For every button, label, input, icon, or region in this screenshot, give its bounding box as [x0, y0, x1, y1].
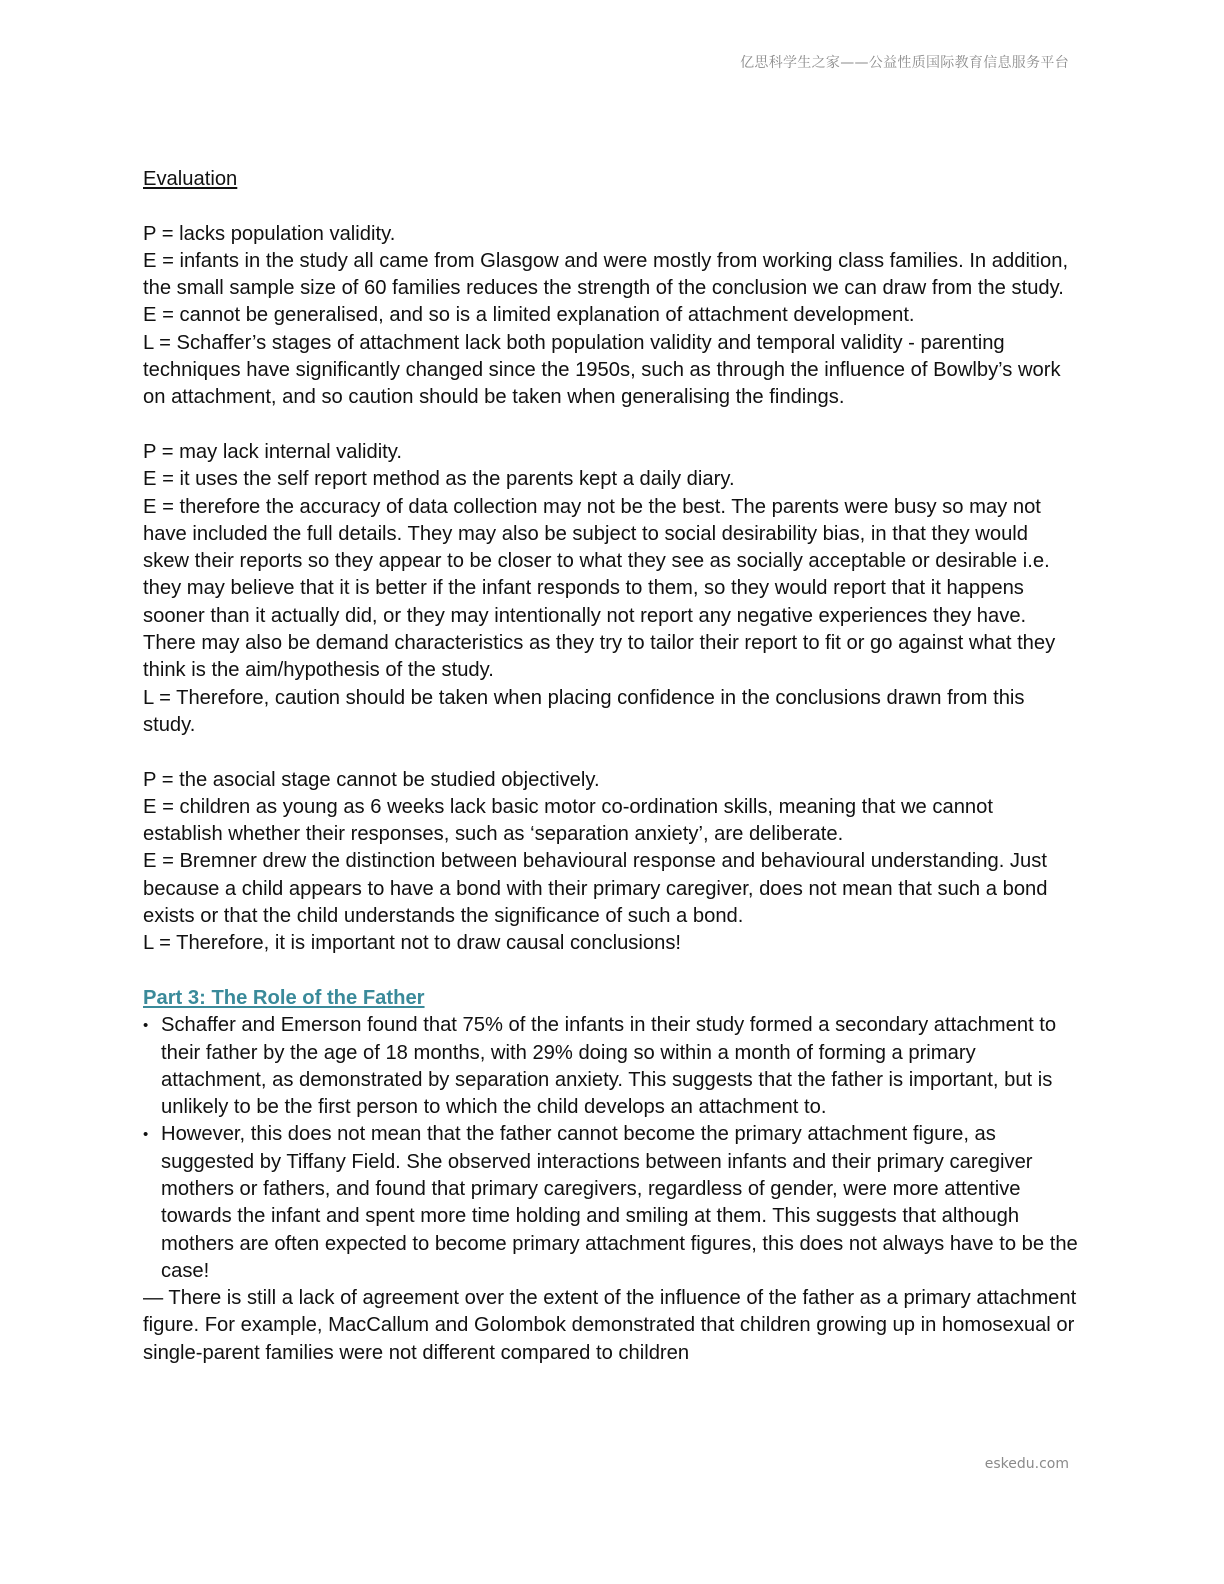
list-item-text: However, this does not mean that the father cannot become the primary attachment figure, as suggested by Tiffany Field. She observed interactions between infants and their primary caregiver mothers or fathers, and found that primary caregivers, regardless of gender, were more attentive towards the infant and spent more time holding and smiling at them. This suggests that although mothers are often expected to become primary attachment figures, this does not always have to be the case!: [161, 1123, 1078, 1282]
bullet-icon: •: [143, 1017, 149, 1035]
list-item: [143, 1121, 1078, 1285]
list-item-text: Schaffer and Emerson found that 75% of the infants in their study formed a secondary attachment to their father by the age of 18 months, with 29% doing so within a month of forming a primary attachment, as demonstrated by separation anxiety. This suggests that the father is important, but is unlikely to be the first person to which the child develops an attachment to.: [161, 1014, 1057, 1119]
link-line: L = Therefore, it is important not to draw causal conclusions!: [143, 932, 682, 955]
point-line: P = may lack internal validity.: [143, 440, 402, 463]
father-bullet-list: [143, 1012, 1078, 1285]
explanation-line: E = Bremner drew the distinction between behavioural response and behavioural understanding. Just because a child appears to have a bond with their primary caregiver, does not mean that such a bond exists or that the child understands the significance of such a bond.: [143, 850, 1048, 928]
point-line: P = lacks population validity.: [143, 222, 396, 245]
point-line: P = the asocial stage cannot be studied objectively.: [143, 768, 600, 791]
link-line: L = Therefore, caution should be taken when placing confidence in the conclusions drawn from this study.: [143, 686, 1025, 736]
document-body: [143, 166, 1078, 1367]
explanation-line: E = cannot be generalised, and so is a limited explanation of attachment development.: [143, 304, 915, 327]
evaluation-point-2: [143, 439, 1078, 739]
bullet-icon: •: [143, 1126, 149, 1144]
closing-paragraph: — There is still a lack of agreement over the extent of the influence of the father as a primary attachment figure. For example, MacCallum and Golombok demonstrated that children growing up in homosexual or single-parent families were not different compared to children: [143, 1287, 1077, 1364]
link-line: L = Schaffer’s stages of attachment lack both population validity and temporal validity - parenting techniques have significantly changed since the 1950s, such as through the influence of Bowlby’s work on attachment, and so caution should be taken when generalising the findings.: [143, 331, 1061, 409]
evaluation-heading: Evaluation: [143, 168, 238, 190]
footer-watermark: eskedu.com: [984, 1456, 1069, 1472]
evaluation-point-1: [143, 221, 1078, 412]
explanation-line: E = children as young as 6 weeks lack basic motor co-ordination skills, meaning that we cannot establish whether their responses, such as ‘separation anxiety’, are deliberate.: [143, 795, 993, 846]
list-item: [143, 1012, 1078, 1121]
explanation-line: E = infants in the study all came from Glasgow and were mostly from working class families. In addition, the small sample size of 60 families reduces the strength of the conclusion we can draw from the study.: [143, 249, 1069, 300]
header-watermark: 亿思科学生之家——公益性质国际教育信息服务平台: [740, 55, 1069, 71]
section-title-role-of-father[interactable]: Part 3: The Role of the Father: [143, 986, 425, 1009]
explanation-line: E = it uses the self report method as the parents kept a daily diary.: [143, 468, 735, 491]
explanation-line: E = therefore the accuracy of data collection may not be the best. The parents were busy so may not have included the full details. They may also be subject to social desirability bias, in that they would skew their reports so they appear to be closer to what they see as socially acceptable or desirable i.e. they may believe that it is better if the infant responds to them, so they would report that it happens sooner than it actually did, or they may intentionally not report any negative experiences they have. There may also be demand characteristics as they try to tailor their report to fit or go against what they think is the aim/hypothesis of the study.: [143, 495, 1056, 682]
evaluation-point-3: [143, 767, 1078, 958]
